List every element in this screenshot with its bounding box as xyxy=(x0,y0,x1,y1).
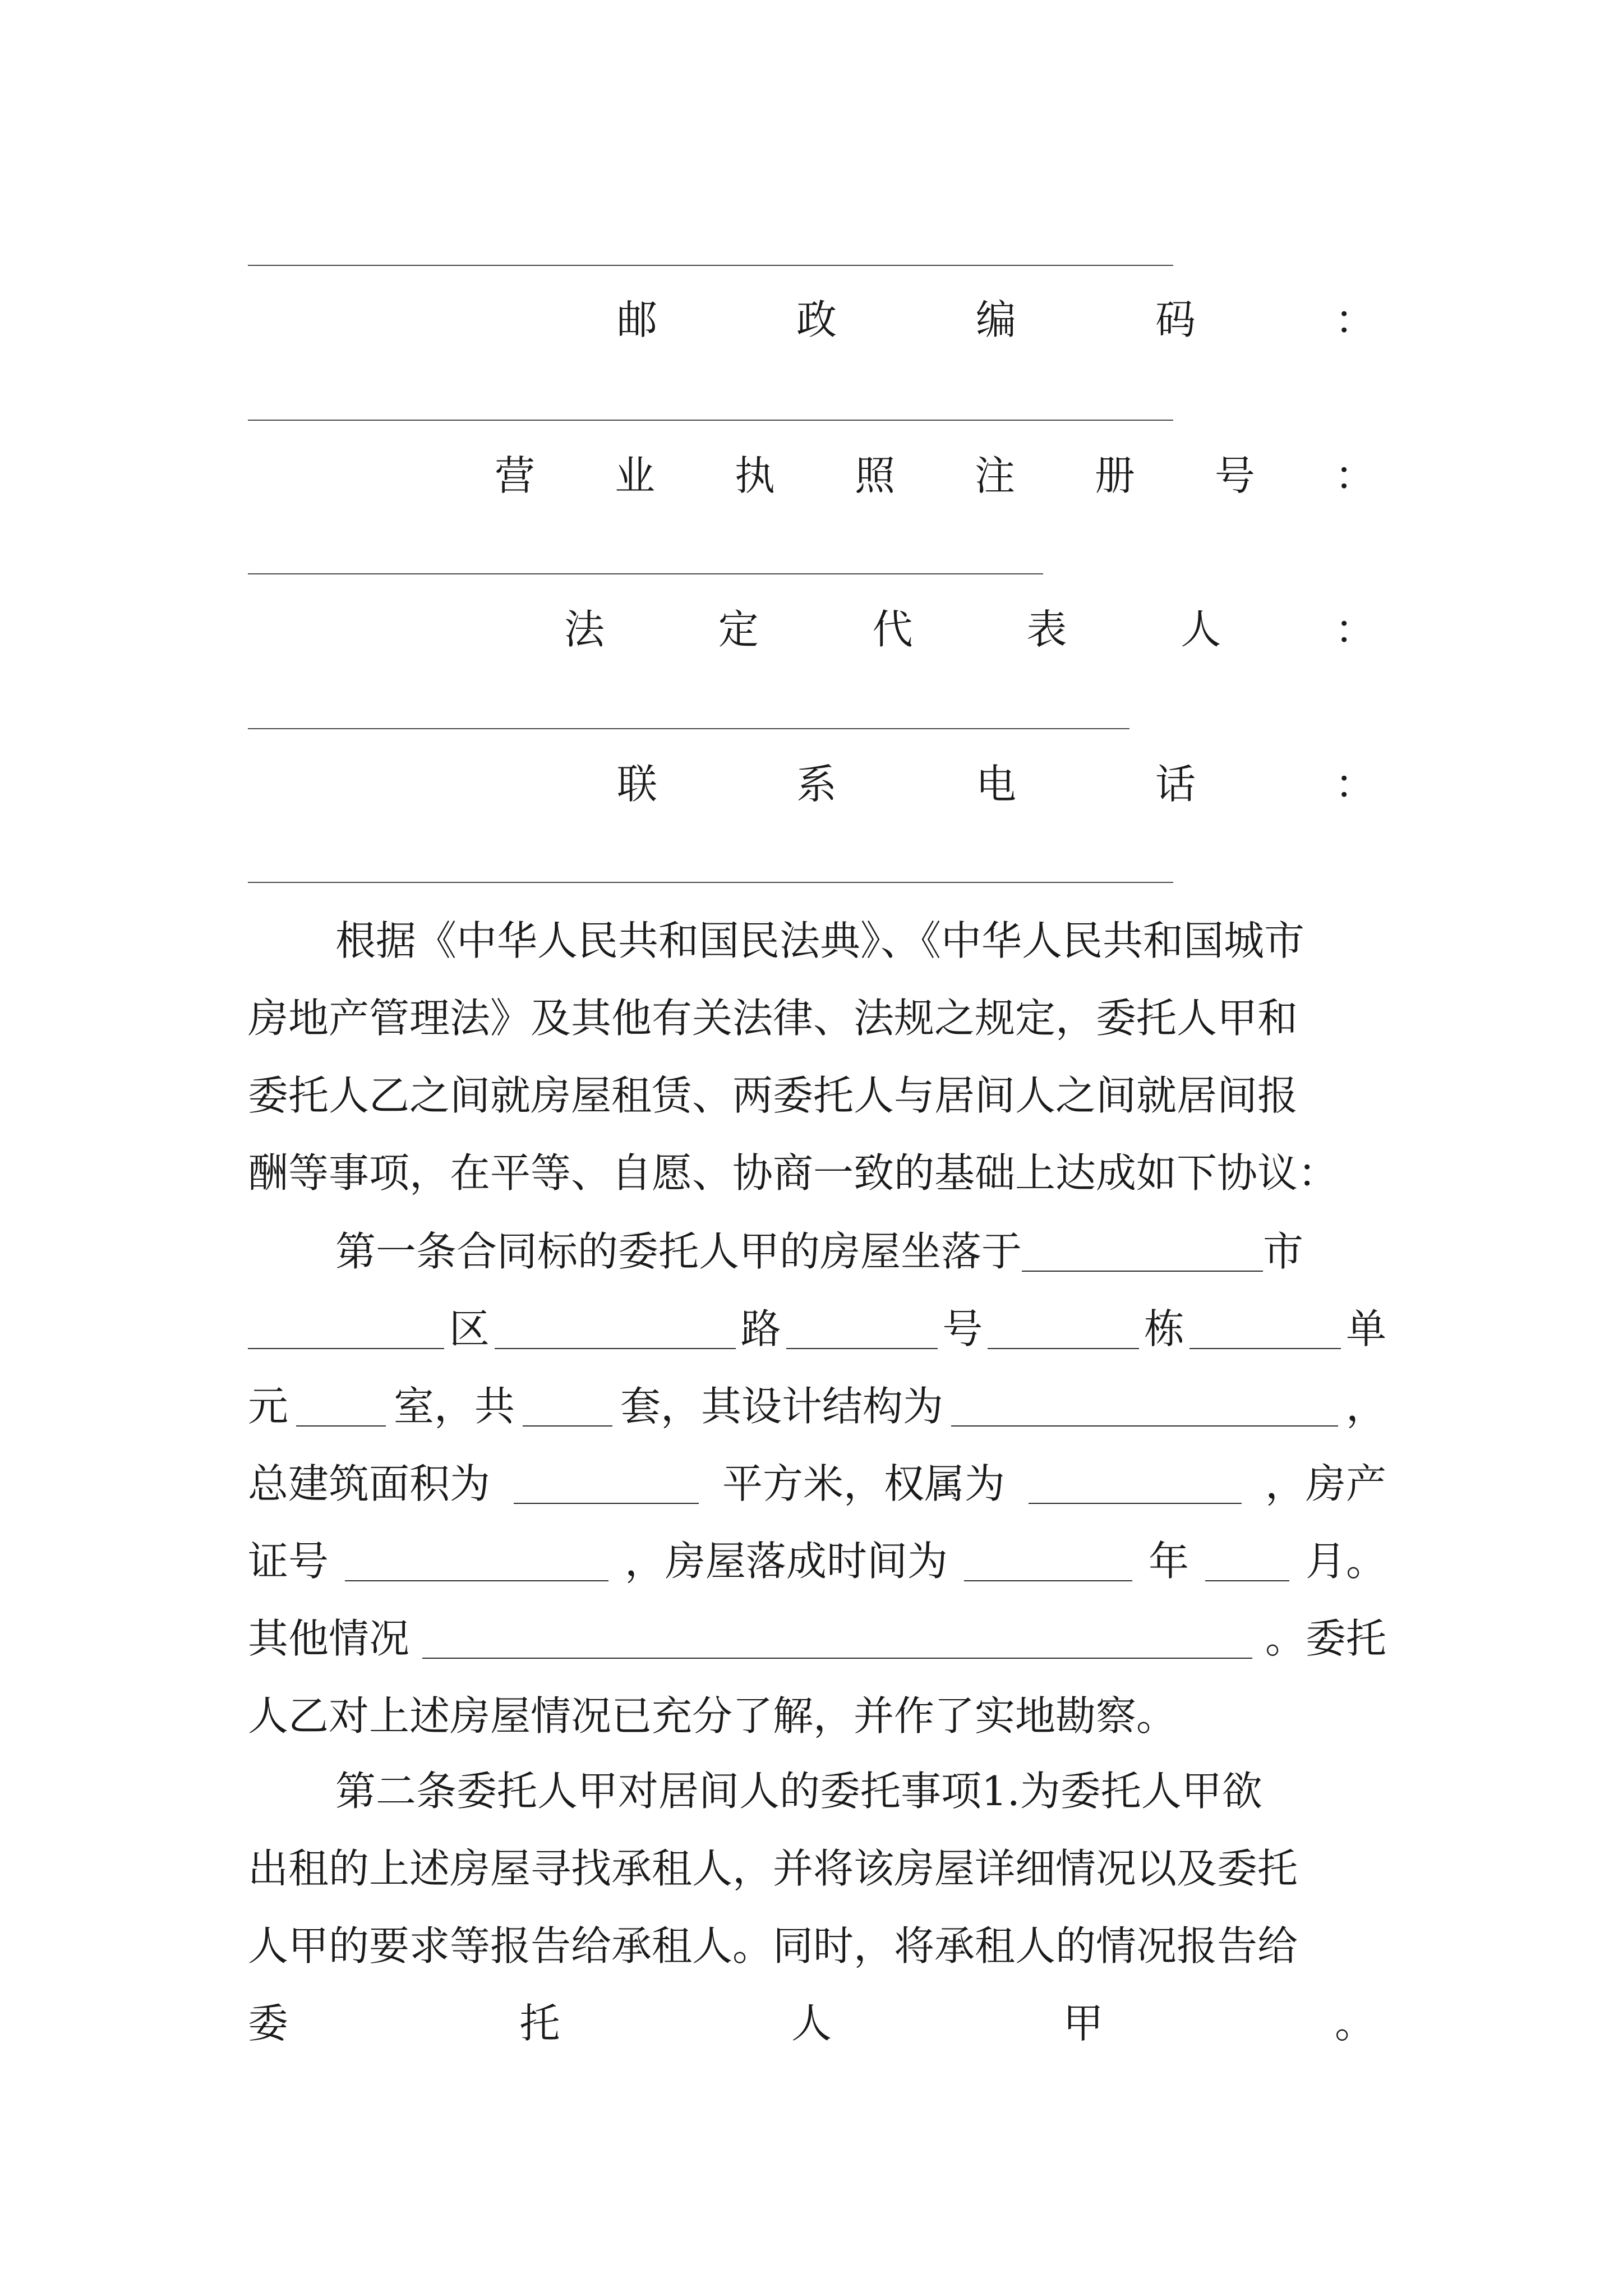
article-2-line-1: 第二条委托人甲对居间人的委托事项1.为委托人甲欲 xyxy=(335,1768,1262,1815)
district-suffix: 区 xyxy=(449,1305,490,1352)
district-blank[interactable] xyxy=(248,1309,444,1349)
road-suffix: 路 xyxy=(740,1305,781,1352)
label-char: 政 xyxy=(796,296,837,343)
text-segment: ，房产 xyxy=(1265,1460,1386,1507)
article-2-char: 。 xyxy=(1334,2000,1375,2047)
postal-code-field-line xyxy=(248,420,1173,421)
label-char: ： xyxy=(1334,452,1375,499)
text-segment: ，房屋落成时间为 xyxy=(624,1538,948,1585)
text-line xyxy=(248,1522,1386,1600)
label-char: 系 xyxy=(796,761,837,808)
label-char: 执 xyxy=(734,452,775,499)
preamble-paragraph xyxy=(248,902,1386,1212)
text-line xyxy=(248,979,1386,1057)
label-char: 注 xyxy=(974,452,1015,499)
label-char: ： xyxy=(1334,606,1375,653)
field-underline xyxy=(248,265,1173,266)
text-line xyxy=(248,1677,1386,1755)
unit-suffix: 单 xyxy=(1345,1305,1386,1352)
text-segment: 月。 xyxy=(1305,1538,1386,1585)
text-segment: 其他情况 xyxy=(248,1615,410,1662)
phone-field-line xyxy=(248,882,1173,883)
label-char: 照 xyxy=(854,452,895,499)
legal-representative-field-line xyxy=(248,728,1129,729)
city-suffix: 市 xyxy=(1263,1228,1304,1275)
label-char: 册 xyxy=(1094,452,1135,499)
article-2-line-2: 出租的上述房屋寻找承租人，并将该房屋详细情况以及委托 xyxy=(248,1845,1298,1892)
text-line xyxy=(248,1057,1386,1134)
label-char: 电 xyxy=(975,761,1016,808)
label-char: ： xyxy=(1334,296,1375,343)
text-segment: 室，共 xyxy=(393,1383,515,1430)
unit-blank[interactable] xyxy=(1189,1309,1341,1349)
label-char: 联 xyxy=(617,761,658,808)
text-segment: 总建筑面积为 xyxy=(248,1460,491,1507)
label-char: 营 xyxy=(495,452,536,499)
label-char: 定 xyxy=(718,606,759,653)
label-char: 码 xyxy=(1155,296,1196,343)
text-segment: 证号 xyxy=(248,1538,329,1585)
text-segment: 套，其设计结构为 xyxy=(620,1383,943,1430)
building-blank[interactable] xyxy=(988,1309,1139,1349)
completion-month-blank[interactable] xyxy=(1205,1541,1289,1581)
label-char: 人 xyxy=(1181,606,1221,653)
article-2-char: 人 xyxy=(791,2000,832,2047)
article-2-char: 委 xyxy=(248,2000,289,2047)
number-suffix: 号 xyxy=(942,1305,983,1352)
label-char: 编 xyxy=(975,296,1016,343)
business-license-field-line xyxy=(248,573,1043,574)
text-segment: 平方米，权属为 xyxy=(722,1460,1005,1507)
other-info-blank[interactable] xyxy=(422,1618,1252,1659)
text-line xyxy=(248,1830,1386,1907)
text-segment: 人乙对上述房屋情况已充分了解，并作了实地勘察。 xyxy=(248,1692,1177,1740)
set-count-blank[interactable] xyxy=(523,1386,612,1427)
phone-label xyxy=(248,756,1375,812)
label-char: 话 xyxy=(1155,761,1196,808)
text-line xyxy=(248,1213,1386,1290)
room-blank[interactable] xyxy=(296,1386,386,1427)
label-char: 业 xyxy=(614,452,655,499)
preamble-line-4: 酬等事项，在平等、自愿、协商一致的基础上达成如下协议： xyxy=(248,1149,1339,1197)
text-line xyxy=(248,1368,1386,1445)
article-2-char: 甲 xyxy=(1063,2000,1104,2047)
label-char: 法 xyxy=(564,606,605,653)
road-blank[interactable] xyxy=(495,1309,736,1349)
text-line xyxy=(248,1600,1386,1677)
city-blank[interactable] xyxy=(1022,1231,1263,1272)
label-char: 表 xyxy=(1026,606,1067,653)
preamble-line-1: 根据《中华人民共和国民法典》、《中华人民共和国城市 xyxy=(335,917,1305,964)
text-segment: 年 xyxy=(1148,1538,1189,1585)
article-2-line-3: 人甲的要求等报告给承租人。同时，将承租人的情况报告给 xyxy=(248,1922,1298,1970)
article-2-char: 托 xyxy=(519,2000,560,2047)
text-segment: 。委托 xyxy=(1265,1615,1386,1662)
area-blank[interactable] xyxy=(514,1464,699,1504)
label-char: ： xyxy=(1334,761,1375,808)
building-suffix: 栋 xyxy=(1144,1305,1185,1352)
text-line xyxy=(248,1445,1386,1522)
design-structure-blank[interactable] xyxy=(951,1386,1338,1427)
ownership-blank[interactable] xyxy=(1029,1464,1242,1504)
text-segment: ， xyxy=(1345,1383,1386,1430)
legal-representative-label xyxy=(248,601,1375,657)
certificate-number-blank[interactable] xyxy=(345,1541,608,1581)
label-char: 代 xyxy=(872,606,913,653)
article-1-heading: 第一条合同标的委托人甲的房屋坐落于 xyxy=(335,1228,1022,1275)
label-char: 号 xyxy=(1214,452,1255,499)
number-blank[interactable] xyxy=(786,1309,938,1349)
text-line xyxy=(248,1290,1386,1368)
article-1-paragraph xyxy=(248,1213,1386,1755)
label-char: 邮 xyxy=(617,296,658,343)
article-2-paragraph xyxy=(248,1752,1386,2062)
text-line xyxy=(248,1752,1386,1830)
completion-year-blank[interactable] xyxy=(964,1541,1132,1581)
text-segment: 元 xyxy=(248,1383,289,1430)
preamble-line-2: 房地产管理法》及其他有关法律、法规之规定，委托人甲和 xyxy=(248,995,1298,1042)
business-license-label xyxy=(248,448,1375,504)
preamble-line-3: 委托人乙之间就房屋租赁、两委托人与居间人之间就居间报 xyxy=(248,1072,1298,1119)
text-line xyxy=(248,902,1386,979)
postal-code-label xyxy=(248,292,1375,348)
text-line xyxy=(248,1907,1386,1985)
text-line xyxy=(248,1134,1386,1212)
text-line xyxy=(248,1985,1386,2062)
